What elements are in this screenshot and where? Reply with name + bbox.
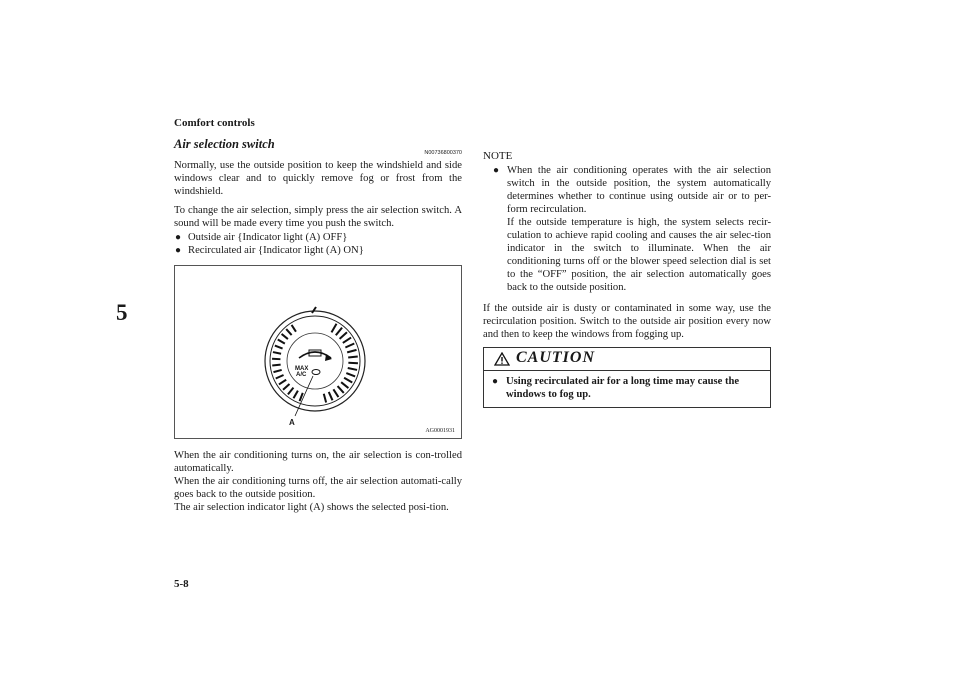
warning-triangle-icon: [494, 352, 510, 366]
section-header: Comfort controls: [174, 117, 255, 129]
note-subparagraph: If the outside temperature is high, the system selects recir-culation to achieve rapid cooling and causes the air selec-tion indicator in the switch to illuminate. When the air conditioning turns off or the blower speed selection dial is set to the “OFF” position, the air selection automatically goes back to the outside position.: [507, 217, 771, 293]
dial-tick: [283, 384, 289, 390]
dial-tick: [348, 368, 357, 370]
dial-tick: [294, 391, 298, 399]
dial-tick: [276, 375, 284, 378]
right-column: [483, 150, 771, 408]
bullet-icon: ●: [493, 165, 500, 176]
section-heading-row: [174, 137, 462, 159]
dial-tick: [343, 338, 351, 343]
bullet-icon: ●: [175, 245, 182, 256]
figure-code: AG0001931: [425, 428, 455, 434]
dial-tick: [333, 389, 338, 397]
dial-tick: [292, 325, 296, 332]
instruction-paragraph: To change the air selection, simply press the air selection switch. A sound will be made every time you push the switch.: [174, 205, 462, 229]
dial-tick: [346, 373, 355, 376]
caution-header: [484, 348, 770, 371]
dial-tick: [286, 329, 291, 335]
caution-box: [483, 347, 771, 408]
indicator-paragraph: The air selection indicator light (A) shows the selected posi-tion.: [174, 502, 449, 513]
ac-off-paragraph: When the air conditioning turns off, the air selection automati-cally goes back to the outside position.: [174, 476, 462, 500]
callout-label: A: [289, 418, 295, 427]
note-item: ● When the air conditioning operates with the air selection switch in the outside position, the system automatically determines whether to continue using outside air or to per-form recirculation.: [493, 165, 771, 215]
dial-tick: [332, 324, 337, 333]
dial-tick: [273, 352, 281, 354]
section-heading: Air selection switch: [174, 137, 275, 151]
left-column: [174, 137, 462, 520]
dial-tick: [329, 392, 333, 400]
caution-item: ● Using recirculated air for a long time may cause the windows to fog up.: [492, 376, 740, 400]
dial-tick: [338, 386, 344, 393]
air-selection-switch-figure: [174, 265, 462, 439]
dial-tick: [324, 394, 326, 403]
dial-tick: [288, 388, 294, 395]
dial-tick: [278, 340, 285, 344]
caution-title: CAUTION: [516, 349, 596, 366]
note-label: NOTE: [483, 150, 513, 162]
dial-tick: [344, 378, 352, 383]
dial-tick: [336, 328, 342, 336]
caution-body: [484, 371, 770, 407]
bullet-icon: ●: [175, 232, 182, 243]
recirculation-paragraph: If the outside air is dusty or contaminated in some way, use the recirculation position. Switch to the outside air position every now and then to keep the windows from fogging up.: [483, 303, 771, 340]
dial-tick: [345, 344, 354, 348]
dial-tick: [341, 382, 348, 388]
dial-tick: [348, 363, 358, 364]
page-number: 5-8: [174, 578, 189, 590]
ac-on-paragraph: When the air conditioning turns on, the air selection is con-trolled automatically.: [174, 450, 462, 474]
dial-tick: [273, 370, 281, 372]
list-item: ● Recirculated air {Indicator light (A) ON}: [175, 245, 364, 256]
mode-list: [174, 231, 462, 257]
dial-tick: [340, 332, 347, 339]
dial-tick: [275, 346, 283, 349]
chapter-tab: 5: [116, 300, 128, 325]
bullet-icon: ●: [492, 376, 499, 387]
dial-ac-label: A/C: [296, 372, 307, 378]
dial-tick: [279, 380, 286, 385]
list-item: ● Outside air {Indicator light (A) OFF}: [175, 232, 348, 243]
section-code: N00736800370: [424, 150, 462, 156]
intro-paragraph: Normally, use the outside position to keep the windshield and side windows clear and to quickly remove fog or frost from the windshield.: [174, 160, 462, 197]
dial-tick: [348, 357, 358, 358]
dial-max-label: MAX: [295, 366, 309, 372]
dial-tick: [272, 365, 280, 366]
dial-tick: [282, 334, 288, 339]
air-selection-switch-illustration: [175, 266, 463, 440]
dial-tick: [347, 350, 356, 353]
